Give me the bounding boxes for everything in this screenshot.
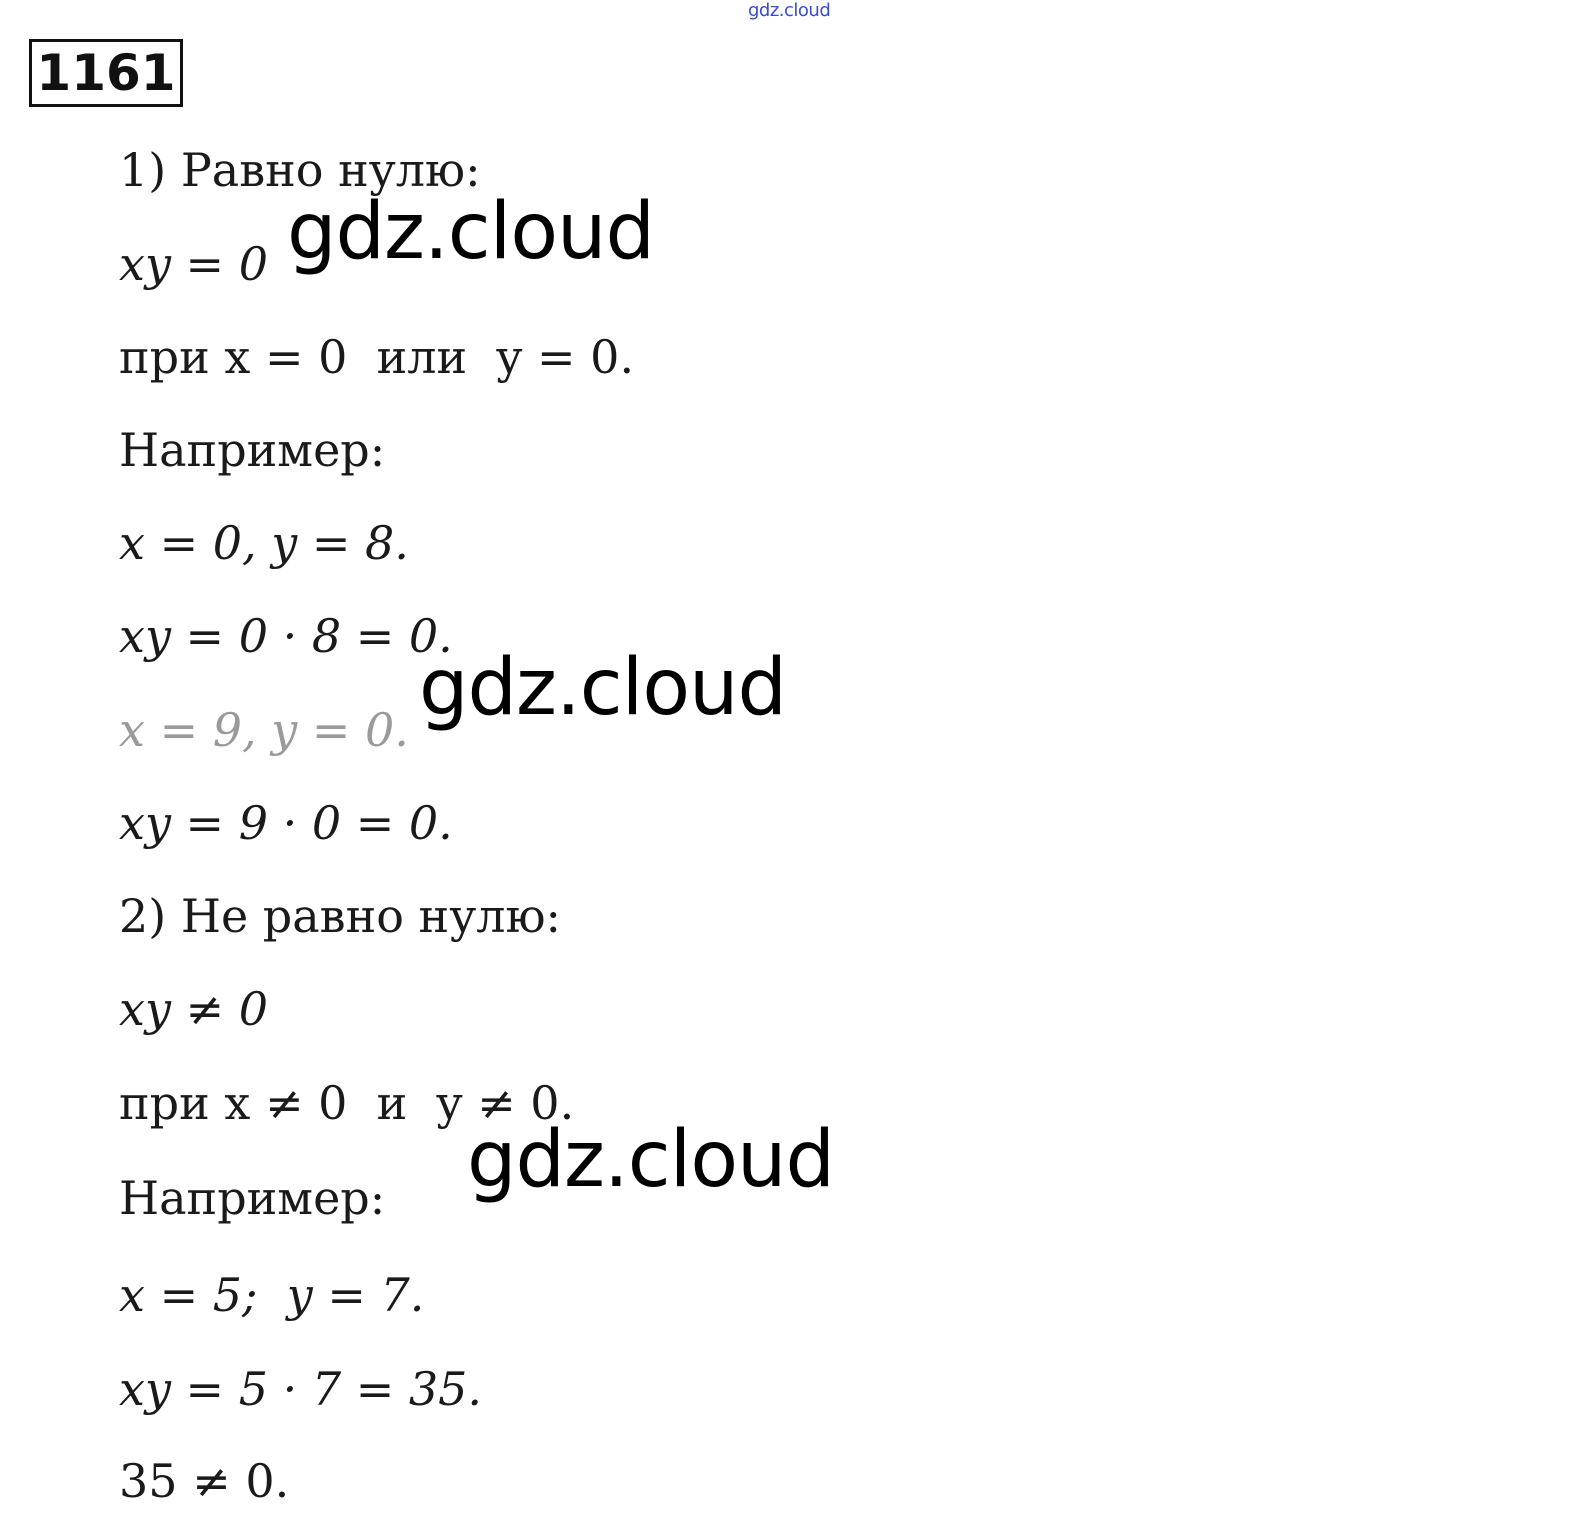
part2-example-product: xy = 5 · 7 = 35. — [119, 1362, 483, 1416]
part2-example-values: x = 5; y = 7. — [119, 1268, 425, 1322]
part1-example1-product: xy = 0 · 8 = 0. — [119, 609, 453, 663]
source-watermark: gdz.cloud — [748, 0, 831, 21]
part2-example-label: Например: — [119, 1171, 386, 1225]
task-number-box: 1161 — [29, 39, 183, 107]
watermark-2: gdz.cloud — [419, 643, 786, 733]
part2-example-conclusion: 35 ≠ 0. — [119, 1454, 290, 1508]
part1-equation: xy = 0 — [119, 237, 268, 291]
watermark-3: gdz.cloud — [467, 1115, 834, 1205]
part1-example-label: Например: — [119, 423, 386, 477]
part2-inequality: xy ≠ 0 — [119, 982, 268, 1036]
part1-example2-product: xy = 9 · 0 = 0. — [119, 796, 453, 850]
part1-example2-values: x = 9, y = 0. — [119, 703, 409, 757]
part1-heading: 1) Равно нулю: — [119, 143, 481, 197]
watermark-1: gdz.cloud — [287, 187, 654, 277]
part2-condition: при x ≠ 0 и y ≠ 0. — [119, 1076, 575, 1130]
part2-heading: 2) Не равно нулю: — [119, 889, 562, 943]
part1-condition: при x = 0 или y = 0. — [119, 330, 635, 384]
part1-example1-values: x = 0, y = 8. — [119, 516, 409, 570]
